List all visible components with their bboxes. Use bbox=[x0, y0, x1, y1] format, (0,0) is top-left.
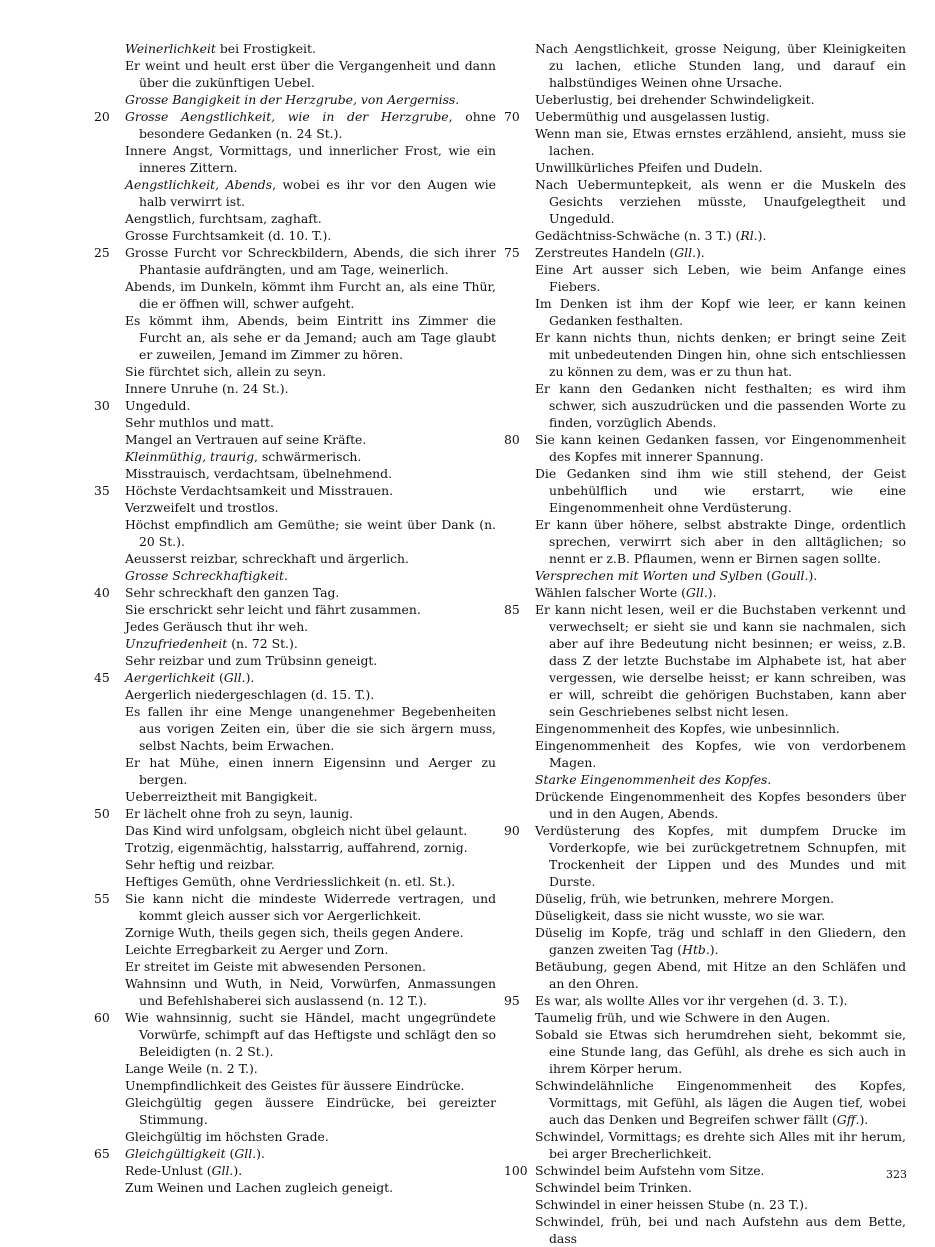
right-column bbox=[504, 40, 906, 1247]
entry-text: Im Denken ist ihm der Kopf wie leer, er kann keinen Gedanken festhalten. bbox=[535, 296, 906, 328]
entry-text: Unempfindlichkeit des Geistes für äussere Eindrücke. bbox=[125, 1078, 465, 1093]
entry-text: Grosse Furcht vor Schreckbildern, Abends, die sich ihrer Phantasie aufdrängten, und am Tage, weinerlich. bbox=[125, 245, 496, 277]
entry bbox=[518, 958, 906, 992]
entry-text: ). bbox=[695, 245, 705, 260]
entry bbox=[518, 907, 906, 924]
entry-text: Uebermüthig und ausgelassen lustig. bbox=[535, 109, 770, 124]
entry-text: Nach Uebermuntерkeit, als wenn er die Muskeln des Gesichts verziehen müsste, Unaufgelegtheit und Ungeduld. bbox=[535, 177, 906, 226]
italic-text: Gff. bbox=[836, 1112, 860, 1127]
entry bbox=[518, 771, 906, 788]
entry bbox=[518, 1077, 906, 1128]
entry bbox=[504, 1162, 906, 1179]
entry-text: (n. 72 St.). bbox=[227, 636, 298, 651]
entry bbox=[108, 754, 496, 788]
entry bbox=[94, 669, 496, 686]
entry-text: Er kann den Gedanken nicht festhalten; es wird ihm schwer, sich auszudrücken und die passenden Worte zu finden, vorzüglich Abends. bbox=[535, 381, 906, 430]
entry-text: Lange Weile (n. 2 T.). bbox=[125, 1061, 258, 1076]
entry bbox=[518, 567, 906, 584]
italic-text: Gll. bbox=[234, 1146, 257, 1161]
entry bbox=[108, 142, 496, 176]
entry-text: Wenn man sie, Etwas ernstes erzählend, ansieht, muss sie lachen. bbox=[535, 126, 906, 158]
entry-text: Sie kann keinen Gedanken fassen, vor Eingenommenheit des Kopfes mit innerer Spannung. bbox=[535, 432, 906, 464]
entry-text: Sobald sie Etwas sich herumdrehen sieht, bekommt sie, eine Stunde lang, das Gefühl, als drehe es sich auch in ihrem Körper herum. bbox=[535, 1027, 906, 1076]
entry-text: Jedes Geräusch thut ihr weh. bbox=[125, 619, 309, 634]
italic-text: Gll. bbox=[223, 670, 246, 685]
entry bbox=[108, 448, 496, 465]
entry-text: Unwillkürliches Pfeifen und Dudeln. bbox=[535, 160, 763, 175]
entry-text: Düselig im Kopfe, träg und schlaff in den Gliedern, den ganzen zweiten Tag ( bbox=[535, 925, 906, 957]
italic-text: Goull. bbox=[771, 568, 809, 583]
entry bbox=[94, 1009, 496, 1060]
italic-text: Gll. bbox=[211, 1163, 234, 1178]
entry bbox=[108, 822, 496, 839]
italic-text: Unzufriedenheit bbox=[125, 636, 228, 651]
italic-text: Grosse Schreckhaftigkeit. bbox=[125, 568, 288, 583]
entry-text: Gedächtniss-Schwäche (n. 3 T.) ( bbox=[535, 228, 741, 243]
entry-text: Er hat Mühe, einen innern Eigensinn und Aerger zu bergen. bbox=[125, 755, 496, 787]
entry-number: 40 bbox=[94, 585, 110, 600]
entry-number: 100 bbox=[504, 1163, 528, 1178]
entry bbox=[108, 856, 496, 873]
entry bbox=[518, 465, 906, 516]
entry-number: 30 bbox=[94, 398, 110, 413]
entry-text: Verdüsterung des Kopfes, mit dumpfem Drucke im Vorderkopfe, wie bei zurückgetretnem Schnupfen, mit Trockenheit der Lippen und des Mundes und mit Durste. bbox=[535, 823, 906, 889]
entry-number: 25 bbox=[94, 245, 110, 260]
entry-text: ). bbox=[245, 670, 255, 685]
entry bbox=[504, 822, 906, 890]
entry bbox=[504, 601, 906, 720]
entry-text: , schwärmerisch. bbox=[254, 449, 362, 464]
entry bbox=[108, 839, 496, 856]
italic-text: Gleichgültigkeit bbox=[125, 1146, 226, 1161]
entry-number: 70 bbox=[504, 109, 520, 124]
entry-text: Sie kann nicht die mindeste Widerrede vertragen, und kommt gleich ausser sich vor Aergerlichkeit. bbox=[125, 891, 496, 923]
entry-text: Abends, im Dunkeln, kömmt ihm Furcht an, als eine Thür, die er öffnen will, schwer aufgeht. bbox=[125, 279, 496, 311]
entry bbox=[94, 397, 496, 414]
entry bbox=[108, 686, 496, 703]
entry-text: Eine Art ausser sich Leben, wie beim Anfange eines Fiebers. bbox=[535, 262, 906, 294]
italic-text: Grosse Aengstlichkeit, wie in der Herzgrube bbox=[125, 109, 449, 124]
entry bbox=[518, 227, 906, 244]
entry-text: Heftiges Gemüth, ohne Verdriesslichkeit (n. etl. St.). bbox=[125, 874, 456, 889]
entry-text: Er lächelt ohne froh zu seyn, launig. bbox=[125, 806, 354, 821]
italic-text: Starke Eingenommenheit des Kopfes. bbox=[535, 772, 772, 787]
italic-text: Aergerlichkeit bbox=[125, 670, 216, 685]
entry-text: Schwindel beim Aufstehn vom Sitze. bbox=[535, 1163, 765, 1178]
entry-text: Verzweifelt und trostlos. bbox=[125, 500, 279, 515]
left-column bbox=[94, 40, 496, 1196]
entry bbox=[518, 1179, 906, 1196]
entry bbox=[108, 499, 496, 516]
entry-text: Mangel an Vertrauen auf seine Kräfte. bbox=[125, 432, 367, 447]
italic-text: Gll. bbox=[674, 245, 696, 260]
entry-text: ( bbox=[215, 670, 224, 685]
entry-text: Zerstreutes Handeln ( bbox=[535, 245, 675, 260]
entry-text: Sie fürchtet sich, allein zu seyn. bbox=[125, 364, 327, 379]
entry bbox=[108, 618, 496, 635]
entry bbox=[504, 244, 906, 261]
entry bbox=[108, 57, 496, 91]
entry bbox=[518, 788, 906, 822]
entry bbox=[518, 890, 906, 907]
entry bbox=[518, 1026, 906, 1077]
entry bbox=[518, 1009, 906, 1026]
entry-text: Gleichgültig im höchsten Grade. bbox=[125, 1129, 329, 1144]
entry bbox=[108, 1094, 496, 1128]
entry-text: Er weint und heult erst über die Vergangenheit und dann über die zukünftigen Uebel. bbox=[125, 58, 496, 90]
entry-text: Das Kind wird unfolgsam, obgleich nicht übel gelaunt. bbox=[125, 823, 468, 838]
entry-text: ). bbox=[808, 568, 818, 583]
entry-text: Die Gedanken sind ihm wie still stehend, der Geist unbehülflich und wie erstarrt, wie eine Eingenommenheit ohne Verdüsterung. bbox=[535, 466, 906, 515]
entry-text: Aergerlich niedergeschlagen (d. 15. T.). bbox=[125, 687, 375, 702]
entry bbox=[108, 941, 496, 958]
entry bbox=[518, 1128, 906, 1162]
entry-number: 90 bbox=[504, 823, 520, 838]
entry-text: Es fallen ihr eine Menge unangenehmer Begebenheiten aus vorigen Zeiten ein, über die sie sich ärgern muss, selbst Nachts, beim Erwachen. bbox=[125, 704, 496, 753]
entry bbox=[108, 924, 496, 941]
entry-text: bei Frostigkeit. bbox=[215, 41, 316, 56]
entry-text: Innere Unruhe (n. 24 St.). bbox=[125, 381, 289, 396]
italic-text: Aengstlichkeit, Abends bbox=[125, 177, 273, 192]
entry bbox=[518, 91, 906, 108]
entry-text: Düselig, früh, wie betrunken, mehrere Morgen. bbox=[535, 891, 835, 906]
entry-text: ( bbox=[762, 568, 772, 583]
entry bbox=[518, 125, 906, 159]
entry bbox=[108, 431, 496, 448]
entry-text: Es kömmt ihm, Abends, beim Eintritt ins Zimmer die Furcht an, als sehe er da Jemand; auch am Tage glaubt er zuweilen, Jemand im Zimmer zu hören. bbox=[125, 313, 496, 362]
entry-text: Er kann nichts thun, nichts denken; er bringt seine Zeit mit unbedeutenden Dingen hin, ohne sich entschliessen zu können zu dem, was er zu thun hat. bbox=[535, 330, 906, 379]
entry-text: , wobei es ihr vor den Augen wie halb verwirrt ist. bbox=[139, 177, 496, 209]
entry bbox=[518, 40, 906, 91]
entry-text: Betäubung, gegen Abend, mit Hitze an den Schläfen und an den Ohren. bbox=[535, 959, 906, 991]
entry-number: 65 bbox=[94, 1146, 110, 1161]
entry-text: Leichte Erregbarkeit zu Aerger und Zorn. bbox=[125, 942, 389, 957]
entry-number: 35 bbox=[94, 483, 110, 498]
entry bbox=[94, 482, 496, 499]
entry bbox=[108, 652, 496, 669]
entry-number: 50 bbox=[94, 806, 110, 821]
entry bbox=[108, 380, 496, 397]
entry bbox=[108, 1179, 496, 1196]
entry-text: Höchst empfindlich am Gemüthe; sie weint über Dank (n. 20 St.). bbox=[125, 517, 496, 549]
entry-text: ). bbox=[707, 585, 717, 600]
entry-text: Er kann über höhere, selbst abstrakte Dinge, ordentlich sprechen, verwirrt sich aber in den alltäglichen; so nennt er z.B. Pflaumen, wenn er Birnen sagen sollte. bbox=[535, 517, 906, 566]
entry bbox=[518, 295, 906, 329]
entry bbox=[518, 261, 906, 295]
entry-number: 80 bbox=[504, 432, 520, 447]
entry bbox=[94, 584, 496, 601]
entry bbox=[108, 91, 496, 108]
entry bbox=[518, 1213, 906, 1247]
entry-text: ( bbox=[225, 1146, 235, 1161]
entry bbox=[108, 516, 496, 550]
entry bbox=[518, 924, 906, 958]
entry-text: Trotzig, eigenmächtig, halsstarrig, auffahrend, zornig. bbox=[125, 840, 468, 855]
entry-text: Schwindel in einer heissen Stube (n. 23 T.). bbox=[535, 1197, 808, 1212]
entry-text: , ohne besondere Gedanken (n. 24 St.). bbox=[139, 109, 496, 141]
entry-text: Wählen falscher Worte ( bbox=[535, 585, 687, 600]
entry bbox=[108, 601, 496, 618]
entry-number: 45 bbox=[94, 670, 110, 685]
entry bbox=[108, 465, 496, 482]
entry-number: 20 bbox=[94, 109, 110, 124]
entry-text: ). bbox=[256, 1146, 265, 1161]
entry-text: Schwindel beim Trinken. bbox=[535, 1180, 692, 1195]
entry-text: Rede-Unlust ( bbox=[125, 1163, 212, 1178]
entry-text: Gleichgültig gegen äussere Eindrücke, bei gereizter Stimmung. bbox=[125, 1095, 496, 1127]
entry bbox=[108, 278, 496, 312]
italic-text: Rl. bbox=[740, 228, 758, 243]
italic-text: Grosse Bangigkeit in der Herzgrube, von Aergerniss. bbox=[125, 92, 460, 107]
entry bbox=[108, 550, 496, 567]
entry-number: 60 bbox=[94, 1010, 110, 1025]
entry-text: Sehr muthlos und matt. bbox=[125, 415, 274, 430]
entry bbox=[108, 788, 496, 805]
entry bbox=[518, 720, 906, 737]
italic-text: Kleinmüthig, traurig bbox=[125, 449, 255, 464]
entry-text: Misstrauisch, verdachtsam, übelnehmend. bbox=[125, 466, 393, 481]
italic-text: Weinerlichkeit bbox=[125, 41, 216, 56]
italic-text: Versprechen mit Worten und Sylben bbox=[535, 568, 763, 583]
entry-text: Drückende Eingenommenheit des Kopfes besonders über und in den Augen, Abends. bbox=[535, 789, 906, 821]
entry bbox=[518, 1196, 906, 1213]
entry-text: ). bbox=[709, 942, 719, 957]
entry-text: Höchste Verdachtsamkeit und Misstrauen. bbox=[125, 483, 394, 498]
entry-text: Innere Angst, Vormittags, und innerlicher Frost, wie ein inneres Zittern. bbox=[125, 143, 496, 175]
entry bbox=[108, 958, 496, 975]
entry bbox=[94, 890, 496, 924]
entry-text: Eingenommenheit des Kopfes, wie von verdorbenem Magen. bbox=[535, 738, 906, 770]
entry bbox=[504, 992, 906, 1009]
entry-text: Er kann nicht lesen, weil er die Buchstaben verkennt und verwechselt; er sieht sie und kann sie nachmalen, sich aber auf ihre Bedeutung nicht besinnen; er weiss, z.B. dass Z der letzte Buchstabe im Alphabete ist, hat aber vergessen, wie derselbe heisst; er kann schreiben, was er will, schreibt die gehörigen Buchstaben, kann aber sein Geschriebenes selbst nicht lesen. bbox=[535, 602, 906, 719]
entry-text: Schwindel, Vormittags; es drehte sich Alles mit ihr herum, bei arger Brecherlichkeit. bbox=[535, 1129, 906, 1161]
entry-text: Es war, als wollte Alles vor ihr vergehen (d. 3. T.). bbox=[535, 993, 848, 1008]
entry-text: Zornige Wuth, theils gegen sich, theils gegen Andere. bbox=[125, 925, 464, 940]
entry bbox=[518, 176, 906, 227]
entry bbox=[518, 159, 906, 176]
entry-text: Aengstlich, furchtsam, zaghaft. bbox=[125, 211, 322, 226]
entry bbox=[108, 40, 496, 57]
entry bbox=[108, 176, 496, 210]
entry-text: Schwindel, früh, bei und nach Aufstehn aus dem Bette, dass bbox=[535, 1214, 906, 1246]
entry bbox=[518, 584, 906, 601]
entry bbox=[108, 1162, 496, 1179]
entry-text: Nach Aengstlichkeit, grosse Neigung, über Kleinigkeiten zu lachen, etliche Stunden lang, und darauf ein halbstündiges Weinen ohne Ursache. bbox=[535, 41, 906, 90]
entry-text: ). bbox=[233, 1163, 243, 1178]
entry bbox=[94, 244, 496, 278]
entry-text: Ueberlustig, bei drehender Schwindeligkeit. bbox=[535, 92, 815, 107]
entry bbox=[108, 363, 496, 380]
entry bbox=[504, 431, 906, 465]
entry-text: ). bbox=[859, 1112, 869, 1127]
entry bbox=[108, 635, 496, 652]
entry bbox=[518, 380, 906, 431]
entry-text: Sehr schreckhaft den ganzen Tag. bbox=[125, 585, 340, 600]
entry bbox=[108, 1077, 496, 1094]
entry bbox=[108, 1128, 496, 1145]
entry-text: Eingenommenheit des Kopfes, wie unbesinnlich. bbox=[535, 721, 840, 736]
entry-text: Er streitet im Geiste mit abwesenden Personen. bbox=[125, 959, 426, 974]
entry-text: Taumelig früh, und wie Schwere in den Augen. bbox=[535, 1010, 831, 1025]
entry bbox=[518, 329, 906, 380]
entry bbox=[94, 1145, 496, 1162]
italic-text: Htb. bbox=[682, 942, 710, 957]
entry-text: Sie erschrickt sehr leicht und fährt zusammen. bbox=[125, 602, 421, 617]
entry-text: Schwindelähnliche Eingenommenheit des Kopfes, Vormittags, mit Gefühl, als lägen die Augen tief, wobei auch das Denken und Begreifen schwer fällt ( bbox=[535, 1078, 906, 1127]
page-number: 323 bbox=[886, 1168, 907, 1181]
entry-text: Wie wahnsinnig, sucht sie Händel, macht ungegründete Vorwürfe, schimpft auf das Heftigste und schlägt den so Beleidigten (n. 2 St.). bbox=[125, 1010, 496, 1059]
entry-number: 95 bbox=[504, 993, 520, 1008]
entry-text: Sehr reizbar und zum Trübsinn geneigt. bbox=[125, 653, 378, 668]
entry bbox=[94, 108, 496, 142]
entry bbox=[504, 108, 906, 125]
entry-text: Ueberreiztheit mit Bangigkeit. bbox=[125, 789, 318, 804]
entry-text: Grosse Furchtsamkeit (d. 10. T.). bbox=[125, 228, 332, 243]
entry bbox=[108, 210, 496, 227]
entry bbox=[108, 414, 496, 431]
entry bbox=[108, 312, 496, 363]
entry bbox=[94, 805, 496, 822]
entry-text: Zum Weinen und Lachen zugleich geneigt. bbox=[125, 1180, 394, 1195]
entry bbox=[518, 516, 906, 567]
entry bbox=[108, 975, 496, 1009]
entry bbox=[108, 227, 496, 244]
entry-text: Sehr heftig und reizbar. bbox=[125, 857, 275, 872]
italic-text: Gll. bbox=[686, 585, 708, 600]
entry-number: 85 bbox=[504, 602, 520, 617]
entry bbox=[108, 1060, 496, 1077]
entry-text: Aeusserst reizbar, schreckhaft und ärgerlich. bbox=[125, 551, 409, 566]
entry-text: Düseligkeit, dass sie nicht wusste, wo sie war. bbox=[535, 908, 826, 923]
entry bbox=[108, 873, 496, 890]
entry-number: 55 bbox=[94, 891, 110, 906]
entry-number: 75 bbox=[504, 245, 520, 260]
entry-text: Ungeduld. bbox=[125, 398, 191, 413]
entry-text: Wahnsinn und Wuth, in Neid, Vorwürfen, Anmassungen und Befehlshaberei sich auslassend (n. 12 T.). bbox=[125, 976, 496, 1008]
entry bbox=[518, 737, 906, 771]
entry bbox=[108, 703, 496, 754]
entry bbox=[108, 567, 496, 584]
entry-text: ). bbox=[757, 228, 767, 243]
